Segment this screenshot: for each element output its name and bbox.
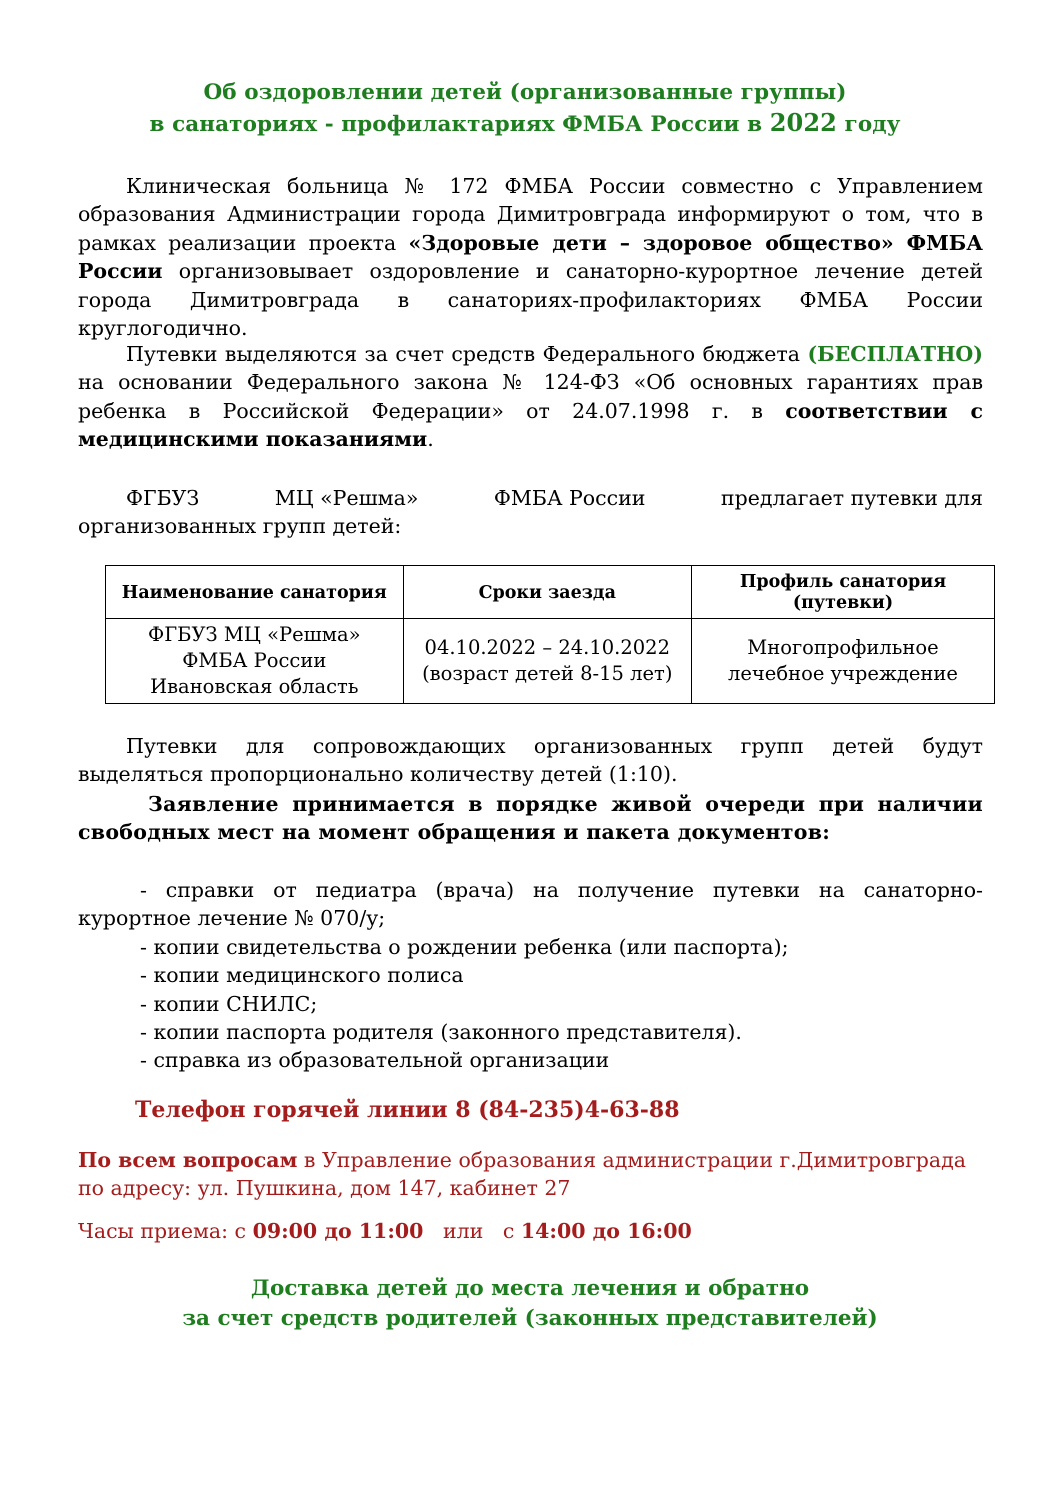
cell-profile-line-2: лечебное учреждение: [727, 662, 958, 685]
header-dates: Сроки заезда: [403, 566, 691, 619]
title-line-1: Об оздоровлении детей (организованные группы): [203, 80, 847, 105]
intro-text-1: Клиническая больница № 172 ФМБА России совместно с Управлением образования Администрации города Димитровграда информируют о том, что в рамках реализации проекта: [78, 174, 983, 255]
list-item: - справка из образовательной организации: [140, 1048, 610, 1073]
funding-paragraph: [78, 340, 983, 454]
list-item: - копии паспорта родителя (законного представителя).: [140, 1020, 742, 1045]
document-title: [70, 78, 980, 140]
offer-line-2: организованных групп детей:: [78, 514, 402, 539]
table-header-row: [106, 566, 995, 619]
header-profile: Профиль санатория (путевки): [691, 566, 994, 619]
list-item: - копии СНИЛС;: [140, 991, 318, 1016]
list-item: - копии свидетельства о рождении ребенка (или паспорта);: [140, 934, 789, 959]
intro-text-2: организовывает оздоровление и санаторно-курортное лечение детей города Димитровграда в санаториях-профилакториях ФМБА России круглогодично.: [78, 259, 983, 341]
title-year: 2022: [769, 108, 837, 137]
hotline: Телефон горячей линии 8 (84-235)4-63-88: [135, 1097, 680, 1123]
list-item: - копии медицинского полиса: [140, 963, 464, 988]
project-name: «Здоровые дети – здоровое общество» ФМБА России: [78, 230, 983, 284]
offer-word-1: ФГБУЗ: [126, 486, 200, 510]
title-line-2-end: году: [836, 112, 901, 137]
title-line-2: [70, 108, 980, 140]
hours-range-1: 09:00 до 11:00: [252, 1219, 424, 1243]
cell-name: [106, 619, 404, 704]
cell-dates-line-1: 04.10.2022 – 24.10.2022: [424, 636, 670, 659]
cell-name-line-2: ФМБА России: [182, 649, 327, 672]
cell-profile-line-1: Многопрофильное: [747, 636, 939, 659]
header-name: Наименование санатория: [106, 566, 404, 619]
medical-indications: соответствии с медицинскими показаниями: [78, 398, 983, 452]
application-text: Заявление принимается в порядке живой очереди при наличии свободных мест на момент обращения и пакета документов:: [78, 792, 983, 845]
application-paragraph: [78, 790, 983, 847]
table-row: [106, 619, 995, 704]
delivery-line-2: за счет средств родителей (законных представителей): [182, 1306, 878, 1331]
documents-list: [78, 876, 983, 1075]
questions-paragraph: [78, 1146, 983, 1202]
offer-line-1: [78, 484, 983, 512]
sanatorium-table: [105, 565, 995, 704]
hours-label: Часы приема: с: [78, 1219, 253, 1243]
questions-bold: По всем вопросам: [78, 1148, 298, 1172]
reception-hours: [78, 1219, 692, 1243]
offer-paragraph: [78, 484, 983, 541]
funding-text-1: Путевки выделяются за счет средств Федерального бюджета: [126, 342, 808, 366]
questions-text: в Управление образования администрации г.Димитровграда по адресу: ул. Пушкина, дом 147, кабинет 27: [78, 1148, 966, 1200]
delivery-note: [100, 1274, 960, 1334]
title-line-2-text: в санаториях - профилактариях ФМБА России в: [149, 112, 770, 137]
free-label: (БЕСПЛАТНО): [807, 342, 983, 366]
cell-profile: [691, 619, 994, 704]
offer-word-3: ФМБА России: [493, 486, 646, 510]
list-item: - справки от педиатра (врача) на получение путевки на санаторно-курортное лечение № 070/у;: [78, 878, 983, 931]
funding-text-3: .: [427, 427, 434, 452]
hours-range-2: 14:00 до 16:00: [520, 1219, 692, 1243]
offer-word-4: предлагает путевки для: [720, 486, 983, 510]
funding-text-2: на основании Федерального закона № 124-ФЗ «Об основных гарантиях прав ребенка в Российской Федерации» от 24.07.1998 г. в: [78, 370, 983, 423]
cell-dates-line-2: (возраст детей 8-15 лет): [422, 662, 673, 685]
offer-word-2: МЦ «Решма»: [274, 486, 419, 510]
hours-or: или с: [423, 1219, 521, 1243]
cell-name-line-1: ФГБУЗ МЦ «Решма»: [148, 623, 361, 646]
intro-paragraph: [78, 172, 983, 342]
cell-name-line-3: Ивановская область: [150, 675, 359, 698]
delivery-line-1: Доставка детей до места лечения и обратно: [250, 1276, 810, 1301]
cell-dates: [403, 619, 691, 704]
escorts-paragraph: Путевки для сопровождающих организованных групп детей будут выделяться пропорционально количеству детей (1:10).: [78, 734, 983, 787]
